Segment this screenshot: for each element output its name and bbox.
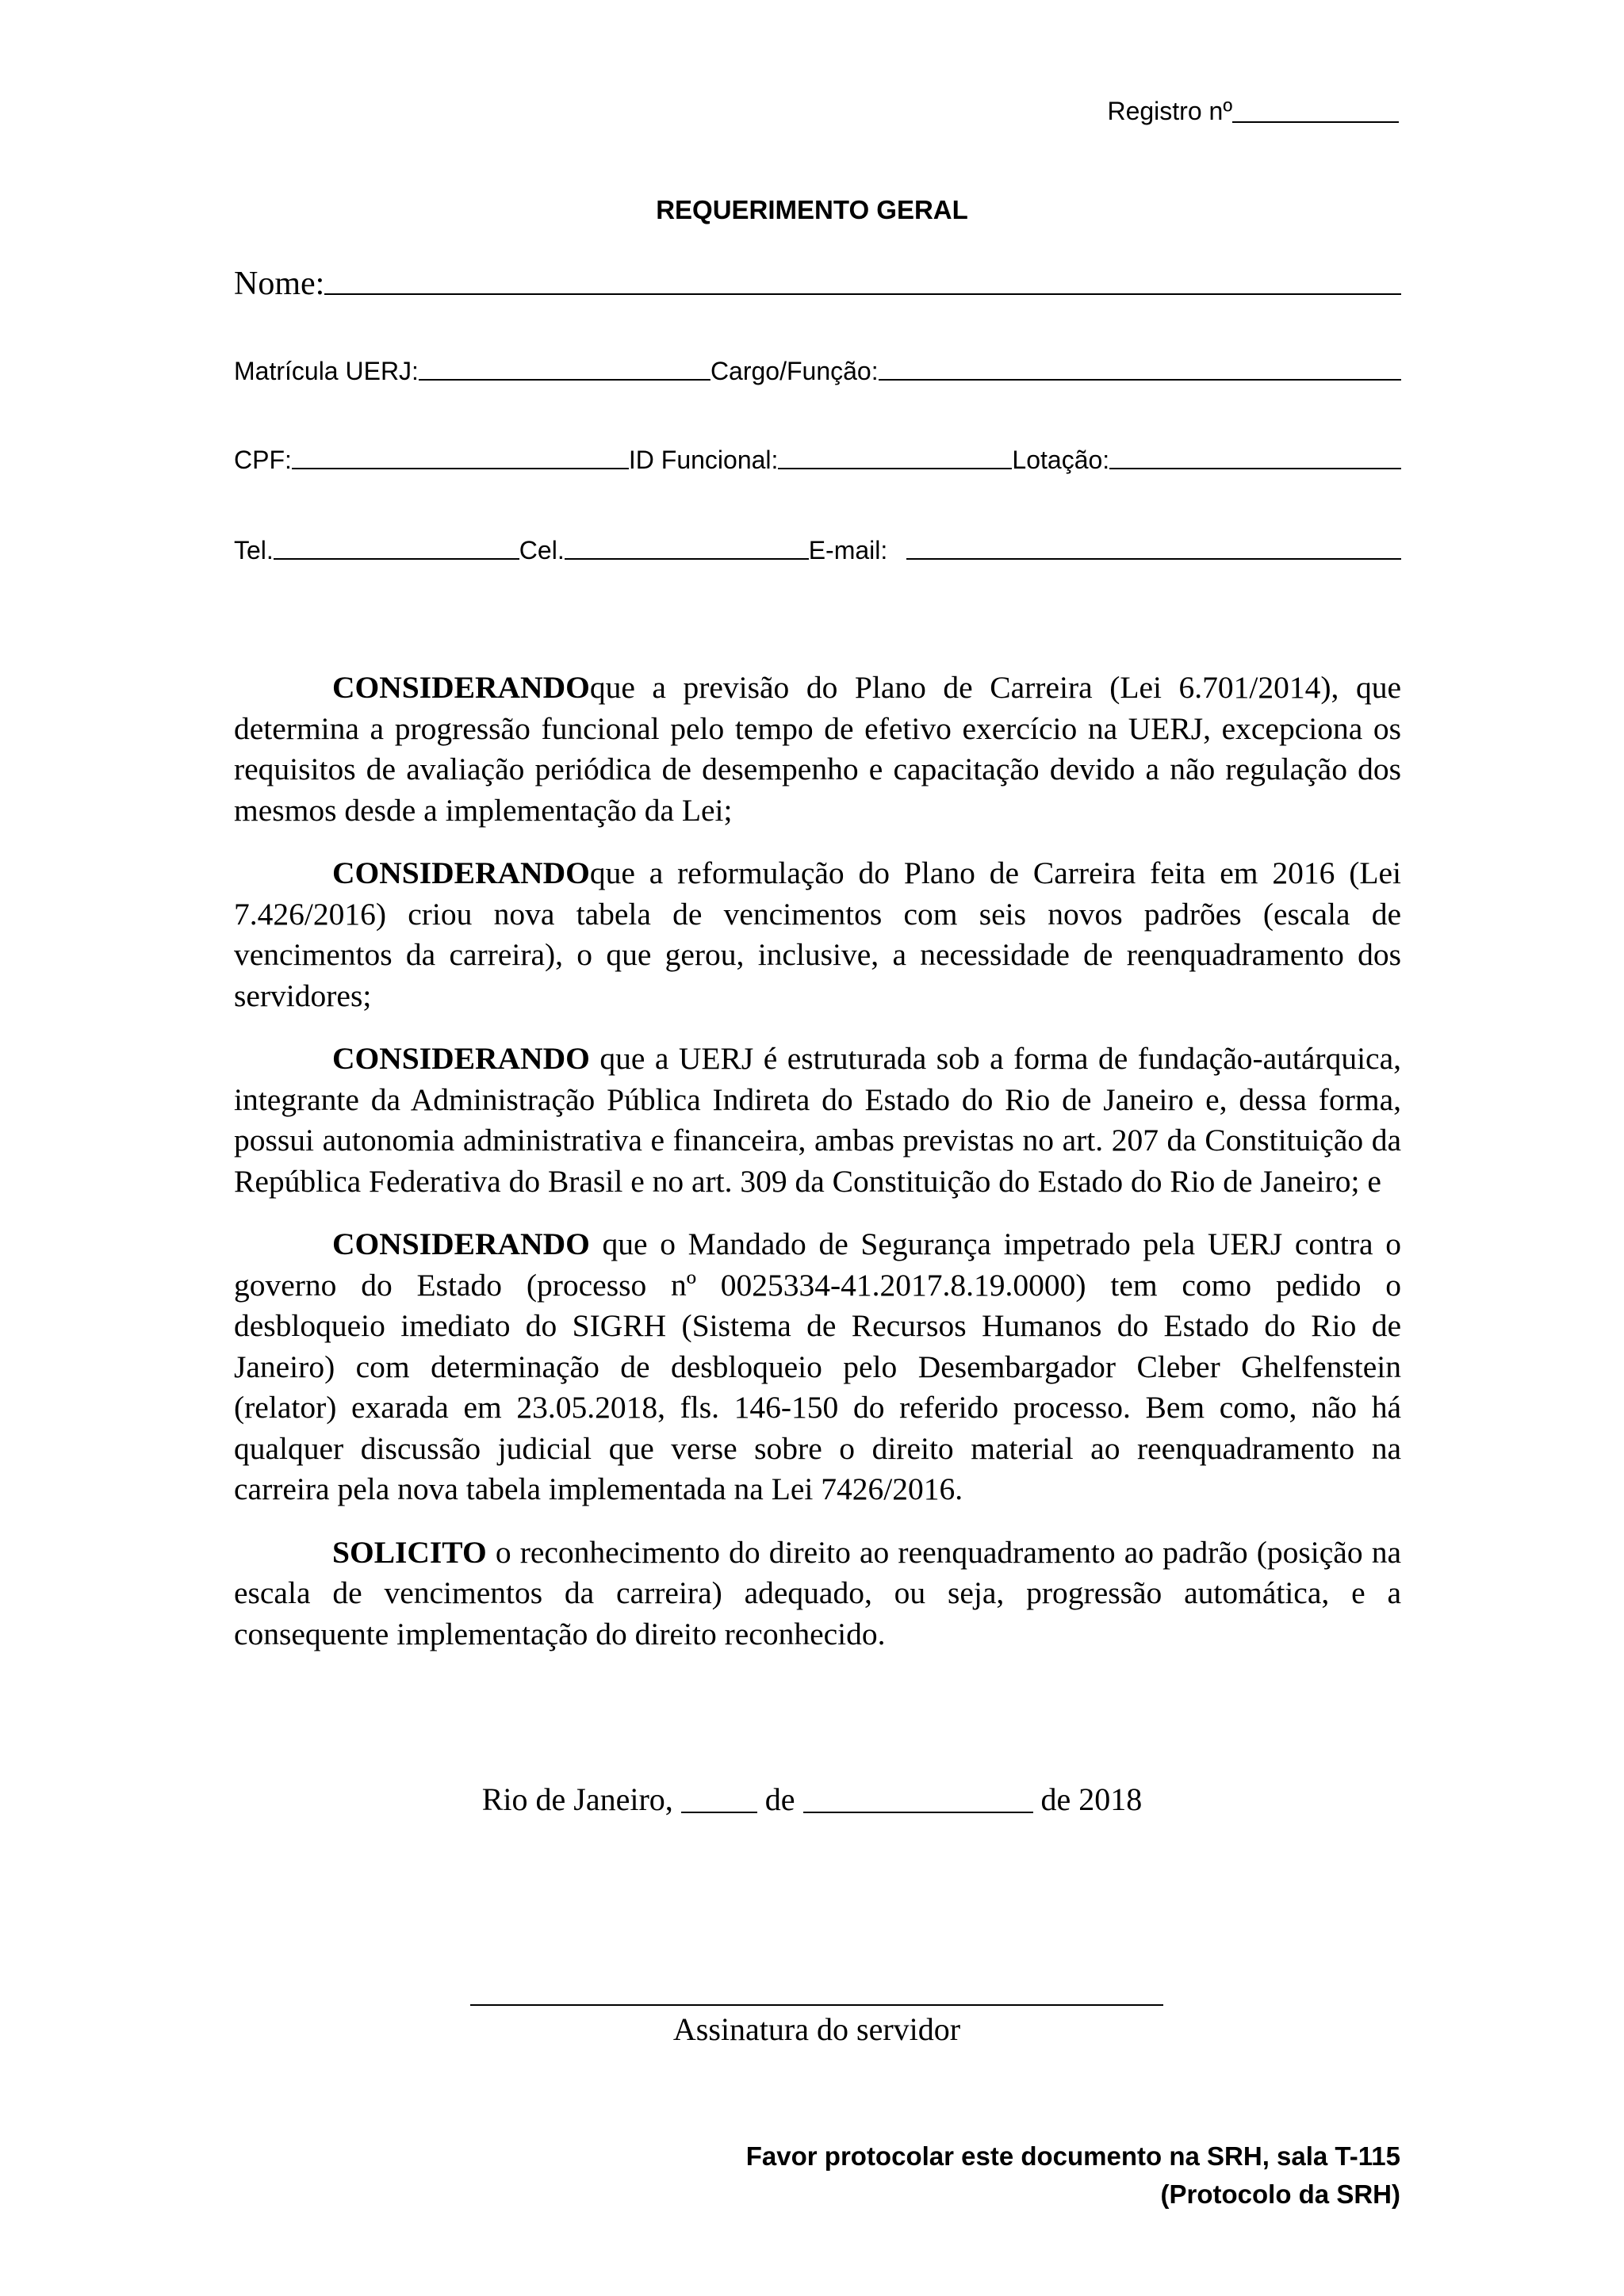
paragraph-solicito — [234, 1533, 1401, 1655]
month-blank-line[interactable] — [803, 1788, 1033, 1813]
tel-cel-email-row — [234, 536, 1401, 565]
footer-note — [746, 2137, 1400, 2214]
paragraph-considerando-1 — [234, 668, 1401, 831]
paragraph-lead: CONSIDERANDO — [332, 1041, 590, 1076]
footer-line-1: Favor protocolar este documento na SRH, sala T-115 — [745, 2141, 1400, 2171]
cargo-blank-line[interactable] — [879, 358, 1401, 381]
paragraph-text: o reconhecimento do direito ao reenquadramento ao padrão (posição na escala de vencimentos da carreira) adequado, ou seja, progressão automática, e a consequente implementação do direito reconhecido. — [234, 1534, 1401, 1651]
paragraph-considerando-2 — [234, 853, 1401, 1016]
date-line — [0, 1781, 1624, 1818]
date-de: de — [764, 1781, 795, 1817]
matricula-cargo-row — [234, 357, 1401, 386]
paragraph-text: que o Mandado de Segurança impetrado pela UERJ contra o governo do Estado (processo nº 0025334-41.2017.8.19.0000) tem como pedido o desbloqueio imediato do SIGRH (Sistema de Recursos Humanos do Estado do Rio de Janeiro) com determinação de desbloqueio pelo Desembargador Cleber Ghelfenstein (relator) exarada em 23.05.2018, fls. 146-150 do referido processo. Bem como, não há qualquer discussão judicial que verse sobre o direito material ao reenquadramento na carreira pela nova tabela implementada na Lei 7426/2016. — [234, 1226, 1401, 1506]
id-funcional-blank-line[interactable] — [778, 447, 1012, 469]
registro-blank-line[interactable] — [1232, 98, 1399, 123]
registro-label: Registro nº — [1107, 97, 1232, 125]
nome-row — [234, 265, 1401, 303]
cpf-id-lotacao-row — [234, 446, 1401, 475]
id-funcional-label: ID Funcional: — [628, 446, 779, 474]
cel-blank-line[interactable] — [565, 538, 809, 560]
cpf-label: CPF: — [234, 446, 292, 474]
matricula-label: Matrícula UERJ: — [234, 357, 419, 385]
body-text — [234, 668, 1401, 1677]
footer-line-2: (Protocolo da SRH) — [1160, 2179, 1400, 2209]
paragraph-lead: CONSIDERANDO — [332, 670, 590, 705]
nome-label: Nome: — [234, 266, 325, 302]
email-blank-line[interactable] — [906, 538, 1401, 560]
lotacao-label: Lotação: — [1012, 446, 1110, 474]
nome-blank-line[interactable] — [324, 273, 1401, 295]
paragraph-text: que a previsão do Plano de Carreira (Lei 6.701/2014), que determina a progressão funcional pelo tempo de efetivo exercício na UERJ, excepciona os requisitos de avaliação periódica de desempenho e capacitação devido a não regulação dos mesmos desde a implementação da Lei; — [234, 670, 1401, 828]
document-title: REQUERIMENTO GERAL — [656, 195, 968, 224]
email-label: E-mail: — [808, 536, 888, 564]
cpf-blank-line[interactable] — [292, 447, 629, 469]
date-year: de 2018 — [1040, 1781, 1143, 1817]
paragraph-lead: CONSIDERANDO — [332, 1226, 590, 1261]
paragraph-text: que a reformulação do Plano de Carreira feita em 2016 (Lei 7.426/2016) criou nova tabela de vencimentos com seis novos padrões (escala de vencimentos da carreira), o que gerou, inclusive, a necessidade de reenquadramento dos servidores; — [234, 855, 1401, 1013]
date-city: Rio de Janeiro, — [481, 1781, 673, 1817]
paragraph-lead: CONSIDERANDO — [332, 855, 590, 890]
signature-line[interactable] — [470, 2004, 1163, 2006]
matricula-blank-line[interactable] — [419, 358, 710, 381]
registro-field — [1107, 97, 1399, 126]
tel-label: Tel. — [234, 536, 274, 564]
lotacao-blank-line[interactable] — [1109, 447, 1401, 469]
paragraph-considerando-3 — [234, 1039, 1401, 1202]
tel-blank-line[interactable] — [274, 538, 519, 560]
signature-label: Assinatura do servidor — [672, 2011, 961, 2047]
cargo-label: Cargo/Função: — [710, 357, 879, 385]
paragraph-lead: SOLICITO — [332, 1534, 487, 1570]
cel-label: Cel. — [519, 536, 565, 564]
day-blank-line[interactable] — [681, 1788, 757, 1813]
paragraph-text: que a UERJ é estruturada sob a forma de fundação-autárquica, integrante da Administração Pública Indireta do Estado do Rio de Janeiro e, dessa forma, possui autonomia administrativa e financeira, ambas previstas no art. 207 da Constituição da República Federativa do Brasil e no art. 309 da Constituição do Estado do Rio de Janeiro; e — [234, 1041, 1401, 1199]
paragraph-considerando-4 — [234, 1224, 1401, 1510]
